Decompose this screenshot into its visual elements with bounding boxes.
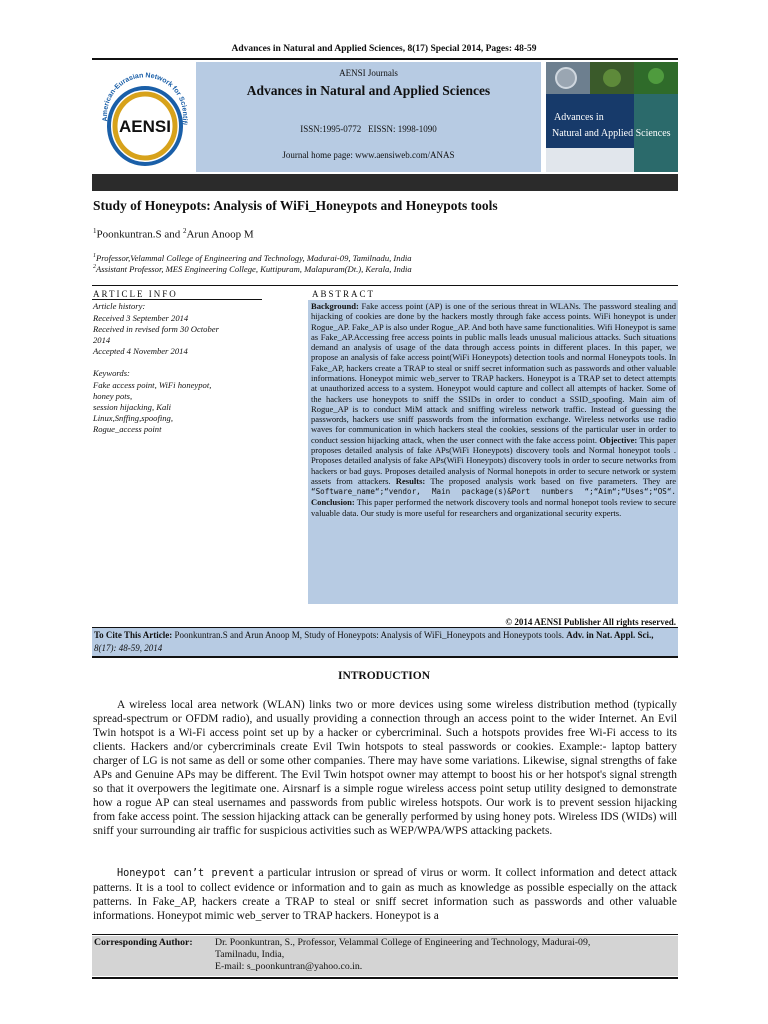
- cite-bottom-rule: [92, 656, 678, 658]
- keyword-line-1: Fake access point, WiFi honeypot,: [93, 380, 212, 390]
- revised-2: 2014: [93, 335, 111, 345]
- issn-line: [196, 124, 541, 134]
- conclusion-text: This paper performed the network discovery tools and normal honepot tools review to secure valuable data. Our study is more useful for researchers and organizational security experts.: [311, 497, 676, 518]
- intro-paragraph-2: [93, 866, 677, 923]
- conclusion-label: Conclusion:: [311, 497, 355, 508]
- background-text: Fake access point (AP) is one of the serious threat in WLANs. The password stealing and hijacking of cookies are done by the hackers mostly through fake access points. WiFi honeypot is under Rogue_AP. Fake_AP is also under Rogue_AP. And both have same functionalities. Wifi Honeypot is same as Fake_AP.Accessing free access points in public malls leads unusual malicious attacks. Such situations demand an analysis of usage of the data through access points in different places. In this paper, we propose an analysis of fake access point(WiFi Honeypots) detection tools and normal Honeypots tools. In Fake_AP, hackers create a TRAP to steal or sniff secret information such as passwords and other valuable informations. Honeypot mimic web_server to TRAP hackers. Honeypot is a TRAP set to detect attempts at unauthorized access to a system. Honeypot would capture and collect all attempts of hacker. Some of the hackers use honeypots to sniff the SSIDs in order to conduct a SSID_spoofing. Main aim of Rogue_AP is to conduct MiM attack and sniffing wireless network traffic. Instead of guessing the passwords, hackers use sniff passwords from the information exchange. Wireless networks use radio waves for communication in which hackers steal the cookies, sessions of the particular user in order to conduct session hijacking attack, when the user connect with the fake access point.: [311, 301, 676, 445]
- issn: ISSN:1995-0772: [300, 124, 362, 134]
- author2: Arun Anoop M: [186, 228, 254, 241]
- cite-text: [94, 629, 676, 654]
- corr-top-rule: [92, 934, 678, 935]
- author1-sup: 1: [93, 227, 97, 235]
- results-params: “Software_name“;“vendor, Main package(s)&Port numbers “;“Aim“;“Uses“;“OS“.: [311, 487, 676, 497]
- header-rule: [92, 58, 678, 60]
- affil2-sup: 2: [93, 264, 96, 271]
- article-info-heading: ARTICLE INFO: [93, 289, 178, 299]
- corr-label: Corresponding Author:: [94, 937, 193, 948]
- results-text: The proposed analysis work based on five parameters. They are: [425, 475, 676, 486]
- aensi-logo-graphic: [92, 62, 196, 172]
- copyright: © 2014 AENSI Publisher All rights reserved.: [505, 617, 676, 627]
- results-label: Results:: [395, 475, 426, 486]
- para2-text: a particular intrusion or spread of virus or worm. It collect information and detect attack patterns. It is a tool to collect evidence or information and to gain as much as knowledge as possible especially on the attack patterns. In Fake_AP, hackers create a TRAP to steal or sniff secret information such as passwords and other valuable informations. Honeypot mimic web_server to TRAP hackers. Honeypot is a: [93, 867, 677, 923]
- abstract-heading: ABSTRACT: [312, 289, 376, 299]
- logo-word: AENSI: [119, 117, 171, 136]
- objective-text: This paper proposes detailed analysis of fake APs(WiFi Honeypots) discovery tools and Normal honeypot tools . Proposes detailed analysis of fake APs(WiFi Honeypots) discovery tools in order to secure networks from hackers or bad guys. Proposes detailed analysis of Normal honepots in order to secure network or system assets from attackers.: [311, 434, 677, 486]
- corr-bottom-rule: [92, 977, 678, 979]
- author2-sup: 2: [182, 227, 187, 235]
- cite-body: Poonkuntran.S and Arun Anoop M, Study of Honeypots: Analysis of WiFi_Honeypots and Honeypots tools.: [172, 630, 567, 640]
- background-label: Background:: [311, 301, 359, 311]
- affiliation-2: [93, 264, 412, 274]
- affil2-text: Assistant Professor, MES Engineering College, Kuttipuram, Malapuram(Dt.), Kerala, India: [96, 264, 412, 274]
- journal-header-panel: [196, 62, 541, 172]
- authors: [93, 227, 254, 241]
- journal-name: Advances in Natural and Applied Sciences: [246, 83, 491, 98]
- running-head: Advances in Natural and Applied Sciences, 8(17) Special 2014, Pages: 48-59: [231, 44, 537, 54]
- cite-journal: Adv. in Nat. Appl. Sci.,: [566, 630, 654, 640]
- cite-volume: 8(17): 48-59, 2014: [94, 642, 163, 653]
- revised-1: Received in revised form 30 October: [93, 324, 219, 334]
- author1: Poonkuntran.S and: [96, 228, 183, 241]
- affil1-text: Professor,Velammal College of Engineering and Technology, Madurai-09, Tamilnadu, India: [96, 253, 412, 263]
- abstract-text: [311, 301, 676, 518]
- corr-line-2: Tamilnadu, India,: [215, 949, 285, 960]
- cite-label: To Cite This Article:: [94, 630, 173, 640]
- keyword-line-5: Rogue_access point: [93, 424, 162, 434]
- affiliation-1: [93, 253, 412, 263]
- accepted: Accepted 4 November 2014: [93, 346, 188, 356]
- publisher: AENSI Journals: [339, 68, 398, 78]
- eissn: EISSN: 1998-1090: [368, 124, 437, 134]
- journal-homepage: Journal home page: www.aensiweb.com/ANAS: [282, 150, 455, 160]
- logo-ring-text: American-Eurasian Network for Scientifi: [101, 72, 189, 126]
- cover-graphic: [546, 62, 678, 172]
- header-dark-bar: [92, 174, 678, 191]
- introduction-heading: INTRODUCTION: [337, 670, 430, 682]
- objective-label: Objective:: [599, 434, 638, 445]
- corr-line-1: Dr. Poonkuntran, S., Professor, Velammal College of Engineering and Technology, Madurai-09,: [215, 937, 591, 948]
- paper-title: Study of Honeypots: Analysis of WiFi_Honeypots and Honeypots tools: [93, 198, 498, 213]
- journal-cover-image: [546, 62, 678, 172]
- cover-line2: Natural and Applied Sciences: [552, 128, 671, 139]
- para2-mono: Honeypot can’t prevent: [117, 868, 255, 879]
- aensi-logo: [92, 62, 196, 172]
- section-rule: [92, 285, 678, 286]
- keyword-line-2: honey pots,: [93, 391, 133, 401]
- corr-line-3: E-mail: s_poonkuntran@yahoo.co.in.: [215, 961, 363, 972]
- keyword-line-4: Linux,Snffing,spoofing,: [93, 413, 173, 423]
- received: Received 3 September 2014: [93, 313, 189, 323]
- cover-line1: Advances in: [554, 112, 604, 123]
- keywords-label: Keywords:: [93, 368, 130, 378]
- affil1-sup: 1: [93, 253, 96, 260]
- intro-paragraph-1: A wireless local area network (WLAN) links two or more devices using some wireless distribution method (typically spread-spectrum or OFDM radio), and usually providing a connection through an access point to the wider Internet. An Evil Twin hotspot is a Wi-Fi access point set up by a hacker or cybercriminal. Such a hotspots provides free Wi-Fi access to its clients. Hackers and/or cybercriminals create Evil Twin hotspots to steal passwords or cookies. Example:- laptop battery charger of LG is not same as dell or some other companies. There may have some variations. Likewise, signal strengths of fake APs and Genuine APs may be different. The Evil Twin hotspot owner may attempt to boost his or her hotspot's signal strength so that it overpowers the legitimate one. Airsnarf is a simple rogue wireless access point setup utility designed to demonstrate how a rogue AP can steal usernames and passwords from public wireless hotspots. Our work is to prevent session hijacking from fake access point. The session hijacking attack can be generally performed by using honey pots. Wireless IDS (WIDs) will sniff your surrounding air traffic for suspicious activities such as WEP/WPA/WPS attacking packets.: [93, 699, 677, 838]
- article-info-rule: [92, 299, 262, 300]
- history-label: Article history:: [93, 301, 146, 311]
- keyword-line-3: session hijacking, Kali: [93, 402, 172, 412]
